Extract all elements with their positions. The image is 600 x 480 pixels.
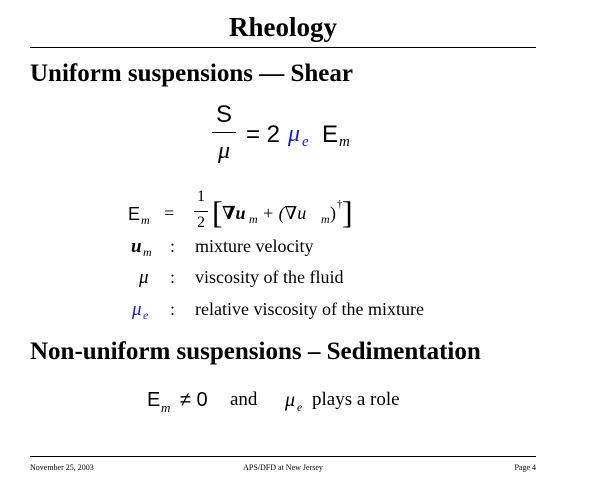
sed-neq-zero: ≠ 0 (180, 389, 208, 411)
def-Em-frac-num: 1 (197, 188, 205, 205)
sed-mu-sub: e (297, 400, 303, 414)
section-heading-shear: Uniform suspensions — Shear (30, 60, 353, 87)
def-mue-op: : (170, 299, 176, 319)
def-mu-symbol: μ (139, 267, 149, 288)
def-um-text: mixture velocity (195, 236, 314, 256)
section-heading-sedimentation: Non-uniform suspensions – Sedimentation (30, 338, 481, 365)
def-Em-frac-line (194, 211, 208, 212)
def-mu-text: viscosity of the fluid (195, 267, 344, 287)
eq-numerator: S (215, 101, 232, 128)
def-Em-plus-term: + (∇u (262, 203, 307, 223)
page-title: Rheology (229, 12, 337, 42)
def-Em-bracket-left: [ (212, 194, 223, 230)
def-um-sub: m (143, 245, 152, 259)
eq-mu-e-sub: e (302, 134, 309, 150)
eq-fraction-line (212, 132, 236, 133)
def-mue-symbol: μ (132, 299, 142, 320)
footer-center: APS/DFD at New Jersey (243, 463, 323, 472)
eq-mu-e: μ (288, 121, 301, 147)
eq-rhs-prefix: = 2 (246, 121, 281, 148)
footer-rule (30, 456, 536, 457)
def-Em-dagger: † (337, 198, 343, 210)
def-Em-close-paren: ) (330, 203, 336, 223)
footer-date: November 25, 2003 (30, 463, 94, 472)
def-Em-plus-sub: m (321, 212, 330, 226)
sed-rest: plays a role (312, 389, 400, 410)
eq-denominator: μ (217, 138, 231, 164)
def-mue-text: relative viscosity of the mixture (195, 299, 424, 319)
def-Em-symbol: E (128, 204, 141, 224)
def-um-op: : (170, 236, 176, 256)
def-mue-sub: e (143, 308, 149, 322)
def-Em-frac-den: 2 (197, 214, 205, 231)
def-Em-grad-u-sub: m (249, 212, 258, 226)
def-Em-op: = (164, 203, 175, 223)
sed-E-sub: m (161, 400, 171, 415)
sed-mu: μ (285, 389, 296, 411)
sed-and: and (230, 389, 258, 410)
footer-page: Page 4 (514, 463, 536, 472)
def-um-symbol: u (131, 236, 142, 257)
def-mu-op: : (170, 267, 176, 287)
title-rule (30, 47, 536, 48)
sed-E: E (147, 389, 161, 411)
eq-E: E (322, 121, 339, 148)
def-Em-sub: m (141, 213, 150, 227)
def-Em-grad-u: ∇u (222, 203, 246, 223)
def-Em-bracket-right: ] (342, 194, 353, 230)
eq-E-sub: m (339, 134, 350, 150)
